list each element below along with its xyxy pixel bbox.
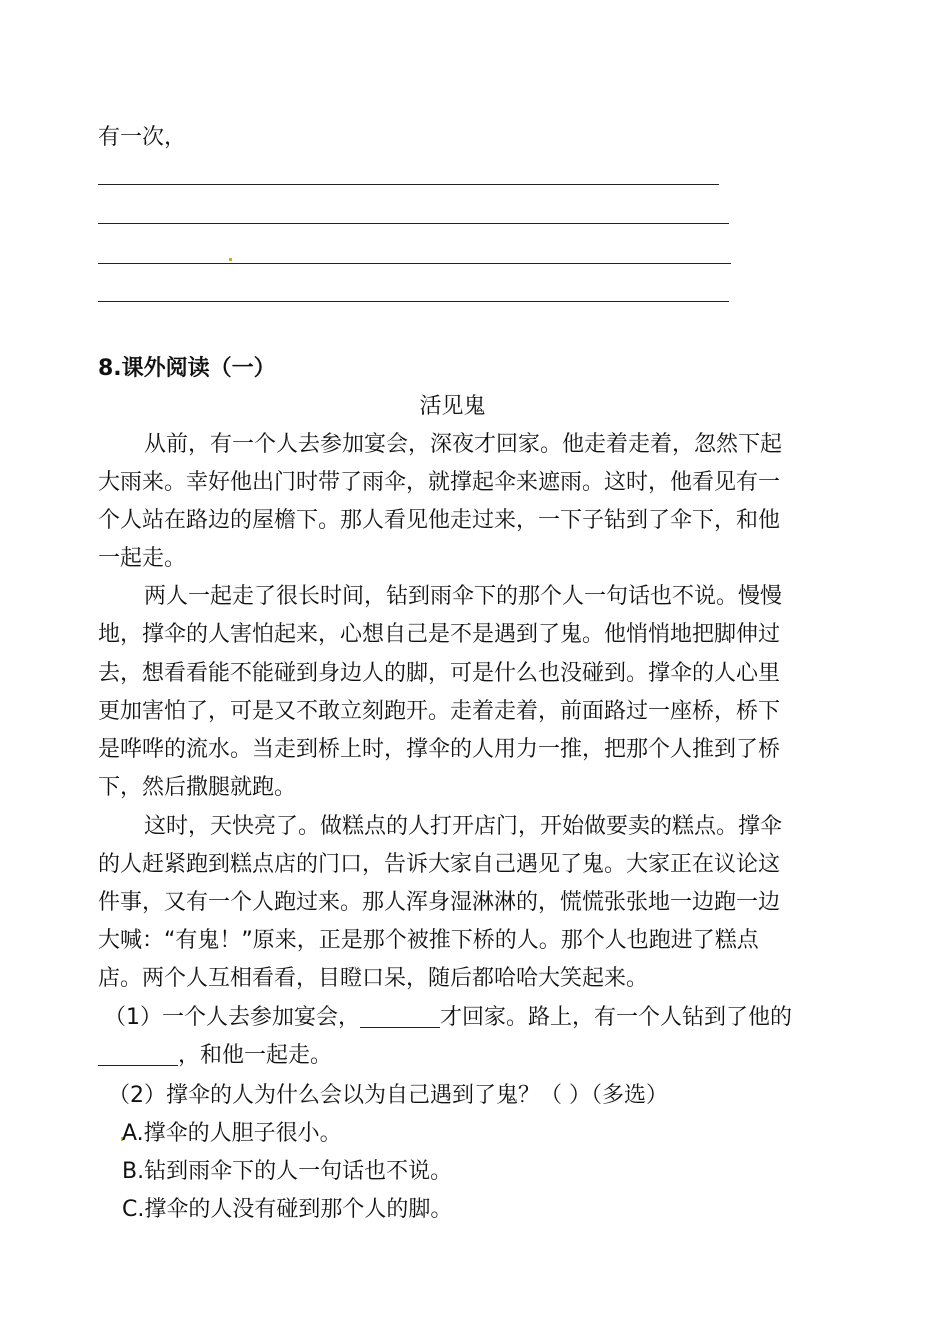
story-line: 一起走。 xyxy=(98,546,187,571)
section-heading: 8.课外阅读（一） xyxy=(98,356,276,381)
writing-line-1 xyxy=(98,184,719,185)
writing-line-3 xyxy=(98,263,731,264)
story-line: 件事，又有一个人跑过来。那人浑身湿淋淋的，慌慌张张地一边跑一边 xyxy=(98,890,781,915)
story-line: 店。两个人互相看看，目瞪口呆，随后都哈哈大笑起来。 xyxy=(98,966,649,991)
question-1-text-a: （1）一个人去参加宴会， xyxy=(104,1005,360,1030)
story-line: 大雨来。幸好他出门时带了雨伞，就撑起伞来遮雨。这时，他看见有一 xyxy=(98,470,781,495)
option-b[interactable]: B.钻到雨伞下的人一句话也不说。 xyxy=(122,1159,453,1184)
story-line: 从前，有一个人去参加宴会，深夜才回家。他走着走着，忽然下起 xyxy=(144,432,783,457)
writing-line-2 xyxy=(98,223,729,224)
question-1 xyxy=(104,999,792,1037)
answer-blank-1[interactable] xyxy=(360,1001,440,1028)
question-1-cont xyxy=(98,1037,332,1075)
story-line: 更加害怕了，可是又不敢立刻跑开。走着走着，前面路过一座桥，桥下 xyxy=(98,699,781,724)
story-line: 大喊：“有鬼！”原来，正是那个被推下桥的人。那个人也跑进了糕点 xyxy=(98,928,759,953)
question-2: （2）撑伞的人为什么会以为自己遇到了鬼？（ ）（多选） xyxy=(108,1083,668,1108)
story-line: 地，撑伞的人害怕起来，心想自己是不是遇到了鬼。他悄悄地把脚伸过 xyxy=(98,622,781,647)
option-a[interactable]: A.撑伞的人胆子很小。 xyxy=(122,1121,342,1146)
story-line: 这时，天快亮了。做糕点的人打开店门，开始做要卖的糕点。撑伞 xyxy=(144,814,783,839)
speck-mark xyxy=(229,258,232,261)
story-line: 个人站在路边的屋檐下。那人看见他走过来，一下子钻到了伞下，和他 xyxy=(98,508,781,533)
question-1-text-b: 才回家。路上，有一个人钻到了他的 xyxy=(440,1005,793,1030)
question-1-text-c: ，和他一起走。 xyxy=(178,1043,333,1068)
writing-line-4 xyxy=(98,301,729,302)
story-line: 去，想看看能不能碰到身边人的脚，可是什么也没碰到。撑伞的人心里 xyxy=(98,661,781,686)
story-line: 两人一起走了很长时间，钻到雨伞下的那个人一句话也不说。慢慢 xyxy=(144,584,783,609)
story-line: 是哗哗的流水。当走到桥上时，撑伞的人用力一推，把那个人推到了桥 xyxy=(98,737,781,762)
story-line: 的人赶紧跑到糕点店的门口，告诉大家自己遇见了鬼。大家正在议论这 xyxy=(98,852,781,877)
story-title: 活见鬼 xyxy=(419,394,486,419)
writing-prompt: 有一次， xyxy=(98,125,187,150)
option-c[interactable]: C.撑伞的人没有碰到那个人的脚。 xyxy=(122,1197,453,1222)
story-line: 下，然后撒腿就跑。 xyxy=(98,775,297,800)
answer-blank-2[interactable] xyxy=(98,1039,178,1066)
